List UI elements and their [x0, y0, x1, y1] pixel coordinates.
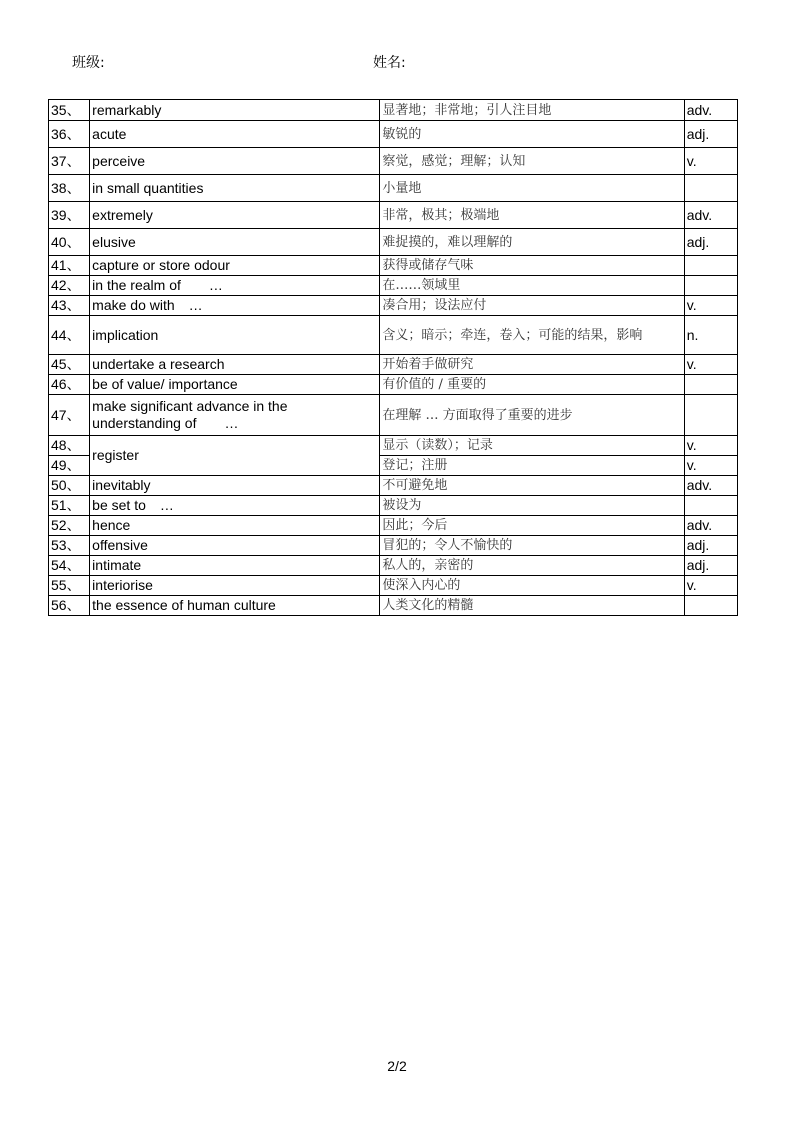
- part-of-speech: v.: [684, 576, 737, 596]
- part-of-speech: [684, 395, 737, 436]
- english-term: register: [90, 436, 380, 476]
- row-number: 45、: [49, 355, 90, 375]
- english-term: make significant advance in the understanding of …: [90, 395, 380, 436]
- chinese-meaning: 因此；今后: [380, 516, 684, 536]
- english-term: be of value/ importance: [90, 375, 380, 395]
- part-of-speech: v.: [684, 436, 737, 456]
- row-number: 46、: [49, 375, 90, 395]
- english-term: make do with …: [90, 296, 380, 316]
- row-number: 48、: [49, 436, 90, 456]
- table-row: [49, 436, 738, 456]
- english-term: undertake a research: [90, 355, 380, 375]
- english-term: perceive: [90, 148, 380, 175]
- table-row: [49, 355, 738, 375]
- chinese-meaning: 非常，极其；极端地: [380, 202, 684, 229]
- part-of-speech: [684, 375, 737, 395]
- part-of-speech: adv.: [684, 100, 737, 121]
- chinese-meaning: 显著地；非常地；引人注目地: [380, 100, 684, 121]
- table-row: [49, 395, 738, 436]
- table-row: [49, 556, 738, 576]
- chinese-meaning: 显示（读数）；记录: [380, 436, 684, 456]
- row-number: 56、: [49, 596, 90, 616]
- english-term: intimate: [90, 556, 380, 576]
- row-number: 37、: [49, 148, 90, 175]
- part-of-speech: [684, 496, 737, 516]
- row-number: 50、: [49, 476, 90, 496]
- row-number: 47、: [49, 395, 90, 436]
- table-row: [49, 296, 738, 316]
- english-term: in small quantities: [90, 175, 380, 202]
- class-label: 班级:: [72, 55, 105, 71]
- table-row: [49, 596, 738, 616]
- chinese-meaning: 被设为: [380, 496, 684, 516]
- chinese-meaning: 人类文化的精髓: [380, 596, 684, 616]
- chinese-meaning: 获得或储存气味: [380, 256, 684, 276]
- chinese-meaning: 含义；暗示；牵连，卷入；可能的结果，影响: [380, 316, 684, 355]
- chinese-meaning: 在理解 … 方面取得了重要的进步: [380, 395, 684, 436]
- chinese-meaning: 难捉摸的，难以理解的: [380, 229, 684, 256]
- english-term: acute: [90, 121, 380, 148]
- page-number: 2/2: [387, 1058, 407, 1074]
- english-term: be set to …: [90, 496, 380, 516]
- table-row: [49, 516, 738, 536]
- chinese-meaning: 察觉，感觉；理解；认知: [380, 148, 684, 175]
- english-term: in the realm of …: [90, 276, 380, 296]
- table-row: [49, 375, 738, 395]
- chinese-meaning: 开始着手做研究: [380, 355, 684, 375]
- row-number: 49、: [49, 456, 90, 476]
- table-row: [49, 148, 738, 175]
- part-of-speech: adv.: [684, 516, 737, 536]
- part-of-speech: n.: [684, 316, 737, 355]
- row-number: 35、: [49, 100, 90, 121]
- english-term: inevitably: [90, 476, 380, 496]
- english-term: hence: [90, 516, 380, 536]
- chinese-meaning: 登记；注册: [380, 456, 684, 476]
- part-of-speech: [684, 175, 737, 202]
- english-term: the essence of human culture: [90, 596, 380, 616]
- part-of-speech: adj.: [684, 229, 737, 256]
- part-of-speech: adv.: [684, 202, 737, 229]
- table-row: [49, 536, 738, 556]
- table-row: [49, 576, 738, 596]
- english-term: offensive: [90, 536, 380, 556]
- part-of-speech: v.: [684, 456, 737, 476]
- english-term: implication: [90, 316, 380, 355]
- table-row: [49, 175, 738, 202]
- table-row: [49, 256, 738, 276]
- table-row: [49, 276, 738, 296]
- table-row: [49, 121, 738, 148]
- row-number: 44、: [49, 316, 90, 355]
- part-of-speech: [684, 596, 737, 616]
- row-number: 52、: [49, 516, 90, 536]
- row-number: 55、: [49, 576, 90, 596]
- english-term: interiorise: [90, 576, 380, 596]
- chinese-meaning: 敏锐的: [380, 121, 684, 148]
- chinese-meaning: 使深入内心的: [380, 576, 684, 596]
- chinese-meaning: 有价值的 / 重要的: [380, 375, 684, 395]
- part-of-speech: [684, 276, 737, 296]
- part-of-speech: adj.: [684, 536, 737, 556]
- english-term: extremely: [90, 202, 380, 229]
- english-term: remarkably: [90, 100, 380, 121]
- row-number: 39、: [49, 202, 90, 229]
- part-of-speech: v.: [684, 148, 737, 175]
- part-of-speech: [684, 256, 737, 276]
- row-number: 38、: [49, 175, 90, 202]
- part-of-speech: adv.: [684, 476, 737, 496]
- row-number: 41、: [49, 256, 90, 276]
- part-of-speech: v.: [684, 296, 737, 316]
- table-row: [49, 202, 738, 229]
- part-of-speech: adj.: [684, 556, 737, 576]
- chinese-meaning: 私人的，亲密的: [380, 556, 684, 576]
- table-row: [49, 316, 738, 355]
- part-of-speech: adj.: [684, 121, 737, 148]
- row-number: 42、: [49, 276, 90, 296]
- chinese-meaning: 冒犯的；令人不愉快的: [380, 536, 684, 556]
- chinese-meaning: 不可避免地: [380, 476, 684, 496]
- english-term: capture or store odour: [90, 256, 380, 276]
- chinese-meaning: 在……领域里: [380, 276, 684, 296]
- table-row: [49, 476, 738, 496]
- vocabulary-table: [48, 99, 738, 616]
- row-number: 54、: [49, 556, 90, 576]
- row-number: 43、: [49, 296, 90, 316]
- row-number: 40、: [49, 229, 90, 256]
- english-term: elusive: [90, 229, 380, 256]
- chinese-meaning: 凑合用；设法应付: [380, 296, 684, 316]
- part-of-speech: v.: [684, 355, 737, 375]
- table-row: [49, 496, 738, 516]
- row-number: 36、: [49, 121, 90, 148]
- chinese-meaning: 小量地: [380, 175, 684, 202]
- name-label: 姓名:: [373, 55, 406, 71]
- row-number: 51、: [49, 496, 90, 516]
- table-row: [49, 229, 738, 256]
- row-number: 53、: [49, 536, 90, 556]
- table-row: [49, 100, 738, 121]
